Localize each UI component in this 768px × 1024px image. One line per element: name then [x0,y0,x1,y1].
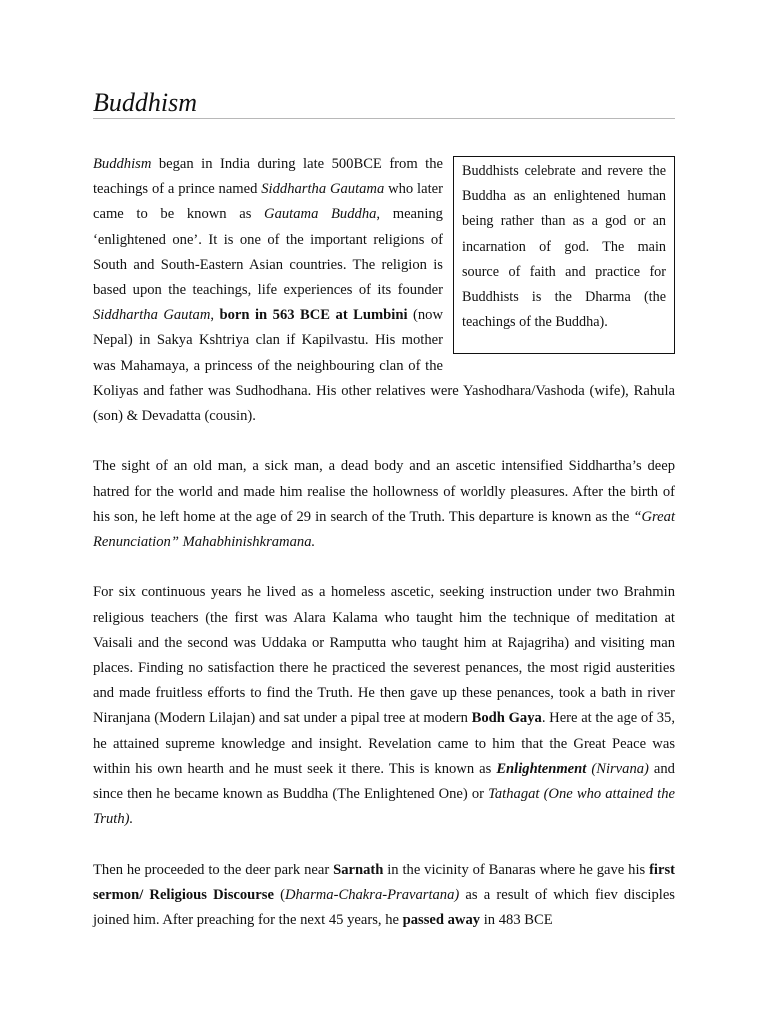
term-siddhartha-gautama: Siddhartha Gautama [261,181,385,198]
term-tathagat: Tathagat (One who attained the Truth). [93,786,675,828]
sidebar-note-box: Buddhists celebrate and revere the Buddha as an enlightened human being rather than as a god or an incarnation of god. The main source of faith and practice for Buddhists is the Dharma (the teachings of the Buddha). [453,156,675,354]
fact-birth: born in 563 BCE at Lumbini [219,307,408,324]
term-enlightenment: Enlightenment [496,760,587,777]
place-bodh-gaya: Bodh Gaya [471,710,542,727]
term-gautama-buddha: Gautama Buddha [264,206,377,223]
term-buddhism: Buddhism [93,156,152,172]
term-dharma-chakra: Dharma-Chakra-Pravartana) [284,886,460,903]
paragraph-enlightenment: For six continuous years he lived as a homeless ascetic, seeking instruction under two Brahmin religious teachers (the first was Alara Kalama who taught him the technique of meditation at Vaisali and the second was Uddaka or Ramputta who taught him at Rajagriha) and visiting man places. Finding no satisfaction there he practiced the severest penances, the most rigid austerities and made fruitless efforts to find the Truth. He then gave up these penances, took a bath in river Niranjana (Modern Lilajan) and sat under a pipal tree at modern Bodh Gaya. Here at the age of 35, he attained supreme knowledge and insight. Revelation came to him that the Great Peace was within his own hearth and he must seek it there. This is known as Enlightenment (Nirvana) and since then he became known as Buddha (The Enlightened One) or Tathagat (One who attained the Truth). [93,584,676,828]
place-sarnath: Sarnath [333,861,384,878]
paragraph-renunciation: The sight of an old man, a sick man, a dead body and an ascetic intensified Siddhartha’s deep hatred for the world and made him realise the hollowness of worldly pleasures. After the birth of his son, he left home at the age of 29 in search of the Truth. This departure is known as the “Great Renunciation” Mahabhinishkramana. [93,458,675,551]
paragraph-sermon: Then he proceeded to the deer park near Sarnath in the vicinity of Banaras where he gave his first sermon/ Religious Discourse (Dharma-Chakra-Pravartana) as a result of which fiev disciples joined him. After preaching for the next 45 years, he passed away in 483 BCE [93,861,675,929]
page-title: Buddhism [93,88,197,117]
paragraph-origin: Buddhists celebrate and revere the Buddha as an enlightened human being rather than as a god or an incarnation of god. The main source of faith and practice for Buddhists is the Dharma (the teachings of the Buddha). Buddhism began in India during late 500BCE from the teachings of a prince named Siddhartha Gautama who later came to be known as Gautama Buddha, meaning ‘enlightened one’. It is one of the important religions of South and South-Eastern Asian countries. The religion is based upon the teachings, life experiences of its founder Siddhartha Gautam, born in 563 BCE at Lumbini (now Nepal) in Sakya Kshtriya clan if Kapilvastu. His mother was Mahamaya, a princess of the neighbouring clan of the Koliyas and father was Sudhodhana. His other relatives were Yashodhara/Vashoda (wife), Rahula (son) & Devadatta (cousin). [93,156,675,425]
term-first-sermon: first sermon/ Religious Discourse [93,861,675,903]
document-body [93,152,675,958]
term-siddhartha-gautam: Siddhartha Gautam [93,307,211,324]
title-divider [93,118,675,119]
term-great-renunciation: “Great Renunciation” Mahabhinishkramana. [93,508,675,551]
term-nirvana: (Nirvana) [591,760,649,777]
term-passed-away: passed away [402,912,481,929]
